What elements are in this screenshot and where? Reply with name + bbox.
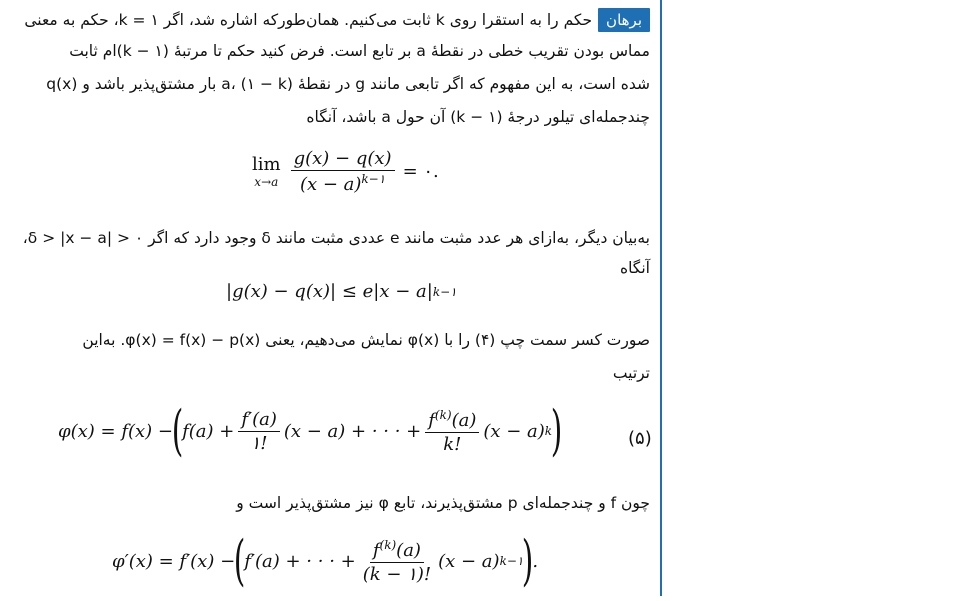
equation-number: (۵) [628, 428, 652, 449]
fraction-derivative-term: $\frac{f^{(k)}(a)}{(k - ۱)!}$ [362, 537, 432, 585]
limit-operator: lim x→a [252, 154, 281, 189]
limit-equation: lim x→a $\frac{g(x) - q(x)}{(x - a)^{k-۱}}$ = ۰. [252, 148, 439, 195]
margin-rule [660, 0, 662, 596]
inequality-equation: |g(x) − q(x)| ≤ e|x − a| k−۱ [226, 281, 457, 302]
proof-badge: برهان [598, 8, 650, 32]
para1-line4: چندجمله‌ای تیلور درجهٔ (۱ − k) آن حول a باشد، آنگاه [306, 108, 650, 126]
taylor-remainder-equation: φ(x) = f(x) − ( f(a) + $\frac{f'(a)}{۱!}$ (x − a) + · · · + $\frac{f^{(k)}(a)}{k!}$ (x − a) k ) [58, 399, 563, 462]
limit-fraction: $\frac{g(x) - q(x)}{(x - a)^{k-۱}}$ [291, 148, 395, 195]
para2-line1: به‌بیان دیگر، به‌ازای هر عدد مثبت مانند e عددی مثبت مانند δ وجود دارد که اگر δ > |x − a| > ۰، [22, 229, 650, 247]
fraction-kth-term: $\frac{f^{(k)}(a)}{k!}$ [425, 408, 479, 455]
para4-line1: چون f و چندجمله‌ای p مشتق‌پذیرند، تابع φ نیز مشتق‌پذیر است و [236, 494, 650, 512]
para1-line2: مماس بودن تقریب خطی در نقطهٔ a بر تابع است. فرض کنید حکم تا مرتبهٔ (۱ − k)ام ثابت [69, 42, 650, 60]
derivative-equation: φ′(x) = f′(x) − ( f′(a) + · · · + $\frac{f^{(k)}(a)}{(k - ۱)!}$ (x − a) k−۱ ) . [112, 529, 539, 592]
para1-line3: شده است، به این مفهوم که اگر تابعی مانند g در نقطهٔ a، (۱ − k) بار مشتق‌پذیر باشد و q(x) [46, 75, 650, 93]
para3-line1: صورت کسر سمت چپ (۴) را با φ(x) نمایش می‌دهیم، یعنی φ(x) = f(x) − p(x). به‌این [82, 331, 650, 349]
para3-line2: ترتیب [612, 364, 650, 382]
para1-line1: برهانحکم را به استقرا روی k ثابت می‌کنیم. همان‌طورکه اشاره شد، اگر ۱ = k، حکم به معنی [24, 8, 650, 32]
fraction-first-term: $\frac{f'(a)}{۱!}$ [238, 409, 280, 454]
para2-line2: آنگاه [619, 259, 650, 277]
